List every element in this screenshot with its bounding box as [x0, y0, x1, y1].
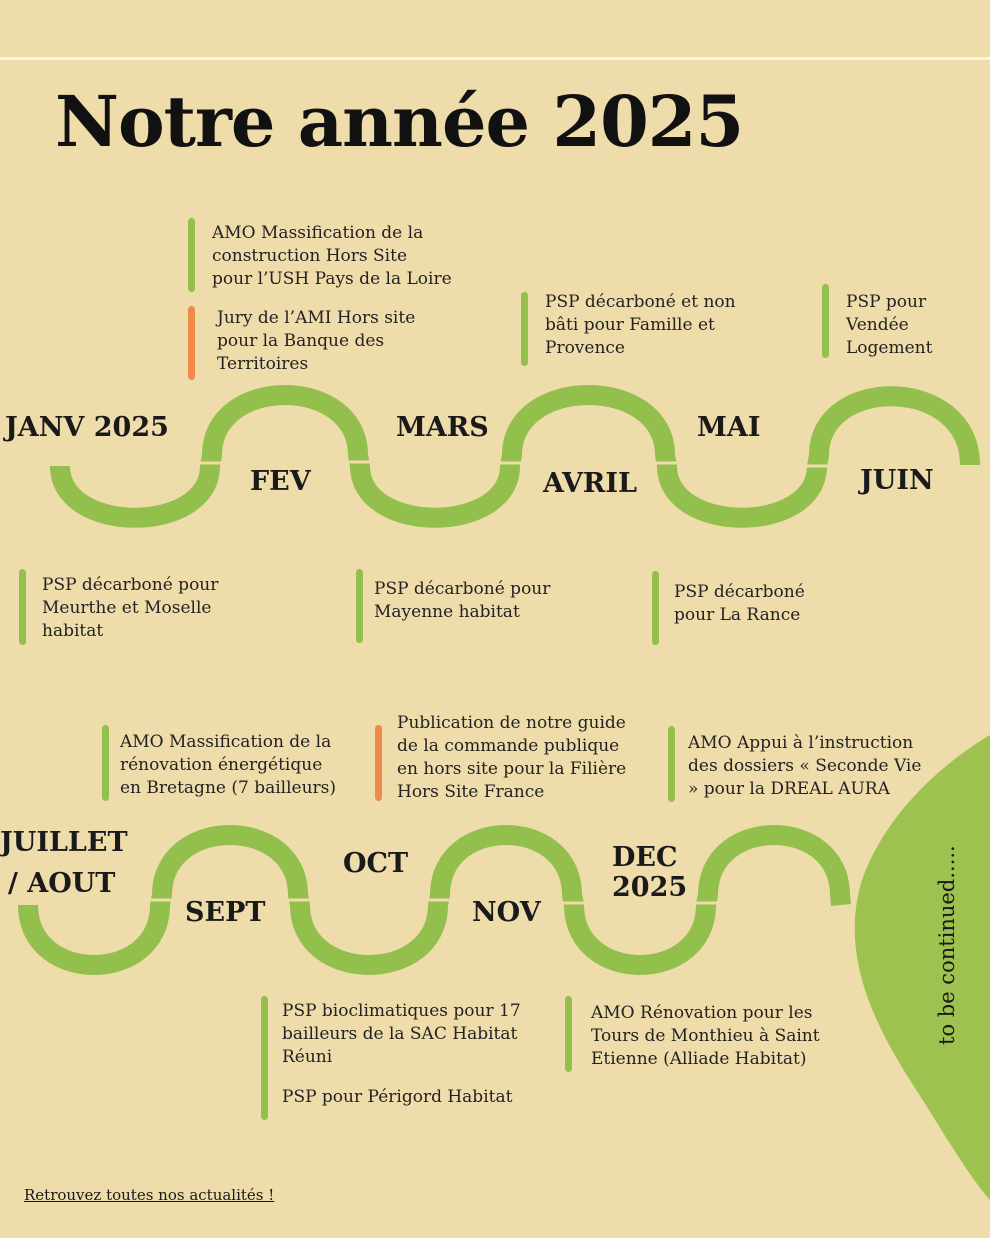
month-label-juillet: JUILLET	[0, 827, 128, 858]
event-guide: Publication de notre guide de la commande publique en hors site pour la Filière Hors Site France	[397, 713, 627, 802]
month-label-juin: JUIN	[860, 465, 934, 496]
to-be-continued-label: to be continued.....	[935, 845, 959, 1045]
month-label-nov: NOV	[472, 897, 541, 928]
event-bar-green	[356, 569, 363, 643]
event-psp-sac: PSP bioclimatiques pour 17 bailleurs de la SAC Habitat Réuni	[282, 1001, 521, 1067]
month-label-oct: OCT	[343, 848, 409, 879]
month-label-aout: / AOUT	[8, 868, 116, 899]
month-label-fev: FEV	[250, 466, 311, 497]
event-bar-green	[668, 726, 675, 802]
event-psp-mayenne: PSP décarboné pour Mayenne habitat	[374, 579, 551, 622]
event-psp-famille: PSP décarboné et non bâti pour Famille et Provence	[545, 292, 736, 358]
event-amo-bretagne: AMO Massification de la rénovation énergétique en Bretagne (7 bailleurs)	[120, 732, 337, 798]
event-bar-orange	[188, 306, 195, 380]
event-bar-green	[652, 571, 659, 645]
event-bar-green	[521, 292, 528, 366]
event-amo-tours: AMO Rénovation pour les Tours de Monthieu à Saint Etienne (Alliade Habitat)	[591, 1003, 820, 1069]
page-title: Notre année 2025	[55, 80, 744, 163]
month-label-dec: DEC	[612, 842, 678, 873]
event-bar-green	[565, 996, 572, 1072]
event-bar-green	[188, 218, 195, 292]
event-bar-orange	[375, 725, 382, 801]
continuation-blob	[855, 735, 990, 1200]
event-amo-ush: AMO Massification de la construction Hors Site pour l’USH Pays de la Loire	[212, 223, 452, 289]
news-link[interactable]: Retrouvez toutes nos actualités !	[24, 1186, 275, 1204]
event-psp-vendee: PSP pour Vendée Logement	[846, 292, 933, 358]
event-bar-green	[19, 569, 26, 645]
timeline-wave-top	[60, 395, 970, 518]
event-psp-rance: PSP décarboné pour La Rance	[674, 582, 805, 625]
event-bar-green	[822, 284, 829, 358]
month-label-mars: MARS	[396, 412, 489, 443]
month-label-dec-year: 2025	[612, 872, 688, 903]
month-label-janv: JANV 2025	[5, 412, 169, 443]
month-label-mai: MAI	[697, 412, 761, 443]
month-label-avril: AVRIL	[543, 468, 637, 499]
event-amo-dreal: AMO Appui à l’instruction des dossiers « Seconde Vie » pour la DREAL AURA	[688, 733, 922, 799]
event-psp-meurthe: PSP décarboné pour Meurthe et Moselle habitat	[42, 575, 219, 641]
event-jury-ami: Jury de l’AMI Hors site pour la Banque des Territoires	[217, 308, 416, 374]
event-bar-green	[261, 996, 268, 1120]
event-bar-green	[102, 725, 109, 801]
month-label-sept: SEPT	[185, 897, 266, 928]
event-psp-perigord: PSP pour Périgord Habitat	[282, 1087, 513, 1107]
